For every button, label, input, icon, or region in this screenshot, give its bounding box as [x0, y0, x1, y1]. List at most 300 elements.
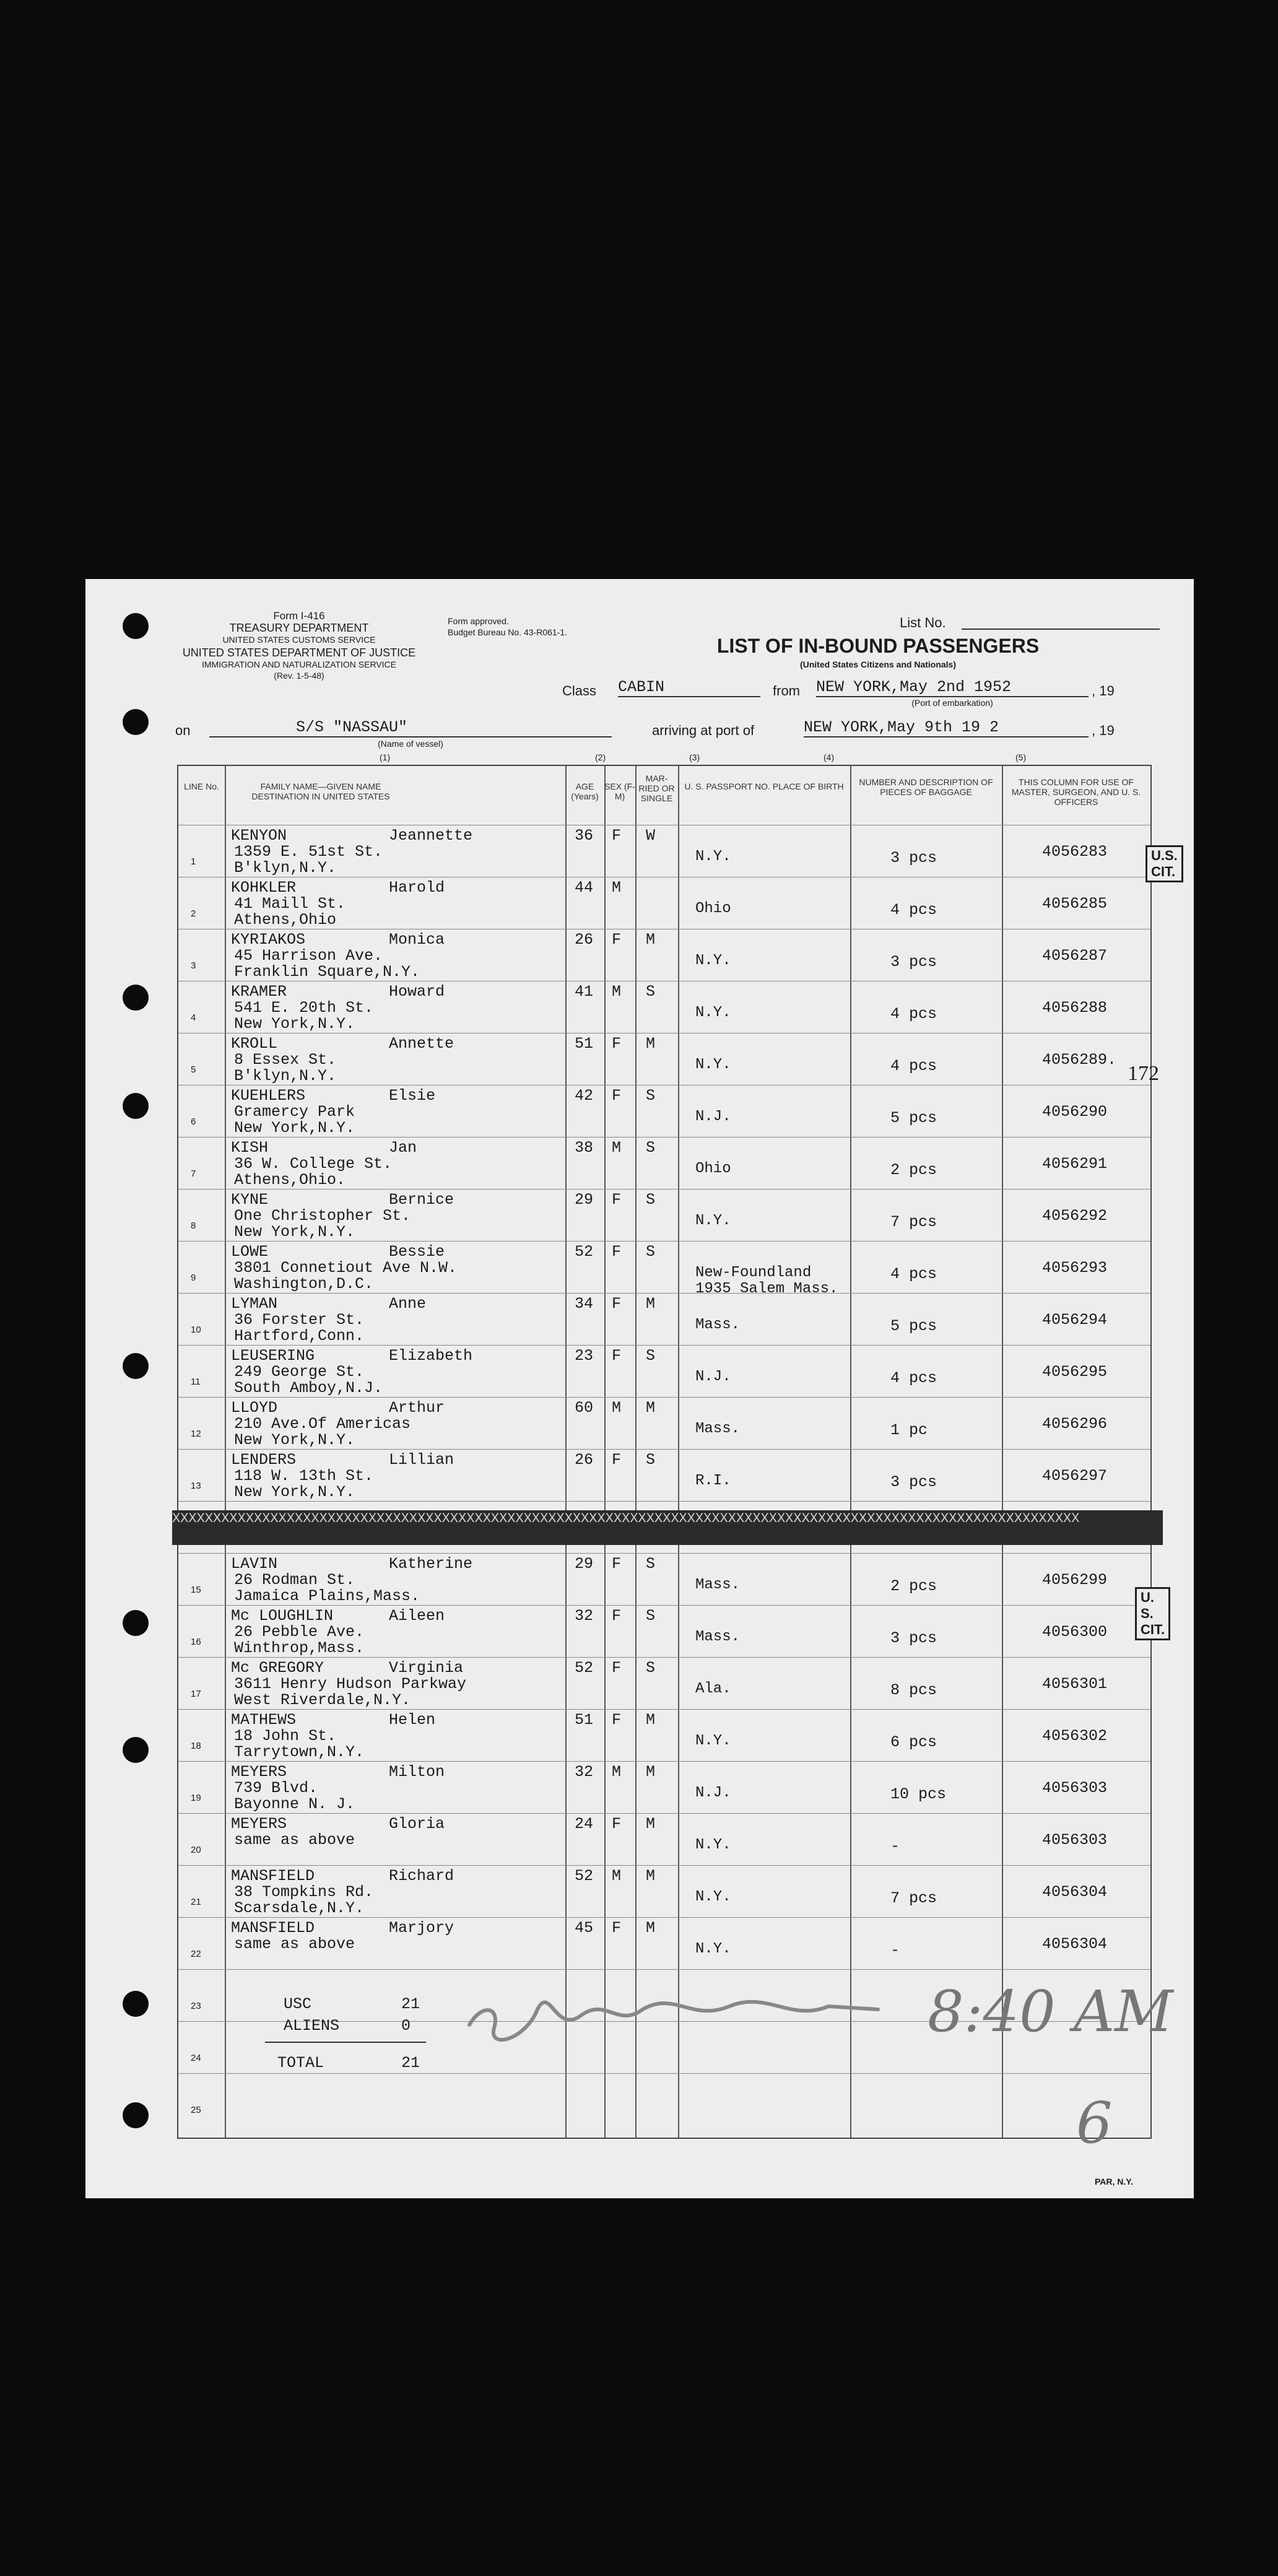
address-line-2: B'klyn,N.Y. [234, 1067, 337, 1085]
line-number: 17 [191, 1689, 201, 1699]
baggage: 3 pcs [890, 953, 937, 971]
sex: F [612, 1555, 622, 1573]
age: 26 [575, 1451, 594, 1469]
baggage: 6 pcs [890, 1733, 937, 1751]
given-name: Jan [389, 1139, 417, 1157]
table-row [178, 1345, 1150, 1398]
baggage: 7 pcs [890, 1213, 937, 1231]
vessel-name: S/S "NASSAU" [209, 718, 612, 738]
col-header-married: MAR-RIED OR SINGLE [638, 773, 675, 803]
age: 34 [575, 1295, 594, 1313]
marital-status: S [646, 1087, 656, 1105]
birthplace: Ala. [695, 1681, 731, 1697]
birthplace: Ohio [695, 1160, 731, 1177]
punch-hole [123, 1610, 149, 1636]
given-name: Lillian [389, 1451, 454, 1469]
list-no-label: List No. [900, 615, 946, 630]
birthplace: N.Y. [695, 1733, 731, 1749]
signature-time: 8:40 AM [928, 1978, 1173, 2045]
given-name: Richard [389, 1867, 454, 1885]
record-number: 4056287 [1042, 947, 1108, 965]
table-row [178, 1189, 1150, 1242]
inspector-signature [457, 1947, 1200, 2152]
record-number: 4056290 [1042, 1103, 1108, 1121]
sex: M [612, 879, 622, 897]
marital-status: S [646, 1347, 656, 1365]
address-line-2: New York,N.Y. [234, 1015, 355, 1033]
given-name: Annette [389, 1035, 454, 1053]
age: 42 [575, 1087, 594, 1105]
baggage: 2 pcs [890, 1161, 937, 1179]
birthplace: Mass. [695, 1629, 741, 1645]
birthplace: N.Y. [695, 1889, 731, 1905]
line-number: 10 [191, 1325, 201, 1335]
totals-rule [265, 2042, 426, 2043]
baggage: 7 pcs [890, 1889, 937, 1907]
birthplace: N.J. [695, 1368, 731, 1385]
address-line-1: 3801 Connetiout Ave N.W. [234, 1259, 458, 1277]
family-name: LAVIN [231, 1555, 278, 1573]
sex: F [612, 1659, 622, 1677]
table-row [178, 1709, 1150, 1762]
table-row [178, 1397, 1150, 1450]
table-row [178, 1553, 1150, 1606]
address-line-1: 739 Blvd. [234, 1779, 318, 1797]
family-name: KOHKLER [231, 879, 297, 897]
table-row [178, 1137, 1150, 1190]
address-line-1: 3611 Henry Hudson Parkway [234, 1675, 467, 1693]
given-name: Marjory [389, 1919, 454, 1937]
record-number: 4056285 [1042, 895, 1108, 913]
age: 36 [575, 827, 594, 845]
line-number: 6 [191, 1116, 196, 1127]
family-name: LYMAN [231, 1295, 278, 1313]
age: 51 [575, 1035, 594, 1053]
sex: M [612, 983, 622, 1001]
baggage: 4 pcs [890, 1369, 937, 1387]
record-number: 4056296 [1042, 1415, 1108, 1433]
marital-status: M [646, 1867, 656, 1885]
manifest-page [85, 579, 1194, 2198]
dept-justice-sub: IMMIGRATION AND NATURALIZATION SERVICE [202, 659, 396, 669]
baggage: 1 pc [890, 1421, 928, 1439]
table-row [178, 1449, 1150, 1502]
address-line-2: New York,N.Y. [234, 1483, 355, 1501]
class-value: CABIN [618, 678, 760, 697]
table-row [178, 1761, 1150, 1814]
address-line-2: Franklin Square,N.Y. [234, 963, 420, 981]
baggage: 2 pcs [890, 1577, 937, 1595]
given-name: Anne [389, 1295, 427, 1313]
sex: F [612, 1711, 622, 1729]
line-number: 25 [191, 2105, 201, 2115]
baggage: 10 pcs [890, 1785, 947, 1803]
line-number: 22 [191, 1949, 201, 1959]
marital-status: M [646, 1399, 656, 1417]
sex: F [612, 1451, 622, 1469]
given-name: Elsie [389, 1087, 436, 1105]
record-number: 4056301 [1042, 1675, 1108, 1693]
age: 44 [575, 879, 594, 897]
sex: F [612, 1035, 622, 1053]
family-name: LOWE [231, 1243, 269, 1261]
year-suffix: , 19 [1092, 683, 1115, 698]
line-number: 21 [191, 1897, 201, 1907]
marital-status: M [646, 1711, 656, 1729]
address-line-1: 45 Harrison Ave. [234, 947, 383, 965]
sex: F [612, 1087, 622, 1105]
birthplace: N.Y. [695, 1212, 731, 1229]
marital-status: S [646, 1139, 656, 1157]
margin-number: 172 [1128, 1062, 1159, 1085]
address-line-2: New York,N.Y. [234, 1119, 355, 1137]
address-line-1: 541 E. 20th St. [234, 999, 374, 1017]
given-name: Harold [389, 879, 445, 897]
age: 32 [575, 1763, 594, 1781]
line-number: 12 [191, 1429, 201, 1439]
punch-hole [123, 1737, 149, 1763]
table-row [178, 981, 1150, 1033]
address-line-2: Washington,D.C. [234, 1275, 374, 1293]
baggage: - [890, 1941, 900, 1959]
address-line-1: same as above [234, 1831, 355, 1849]
line-number: 18 [191, 1741, 201, 1751]
sex: F [612, 827, 622, 845]
address-line-1: 1359 E. 51st St. [234, 843, 383, 861]
baggage: 4 pcs [890, 1057, 937, 1075]
punch-hole [123, 1991, 149, 2017]
record-number: 4056294 [1042, 1311, 1108, 1329]
given-name: Arthur [389, 1399, 445, 1417]
age: 52 [575, 1243, 594, 1261]
table-row [178, 1657, 1150, 1710]
given-name: Aileen [389, 1607, 445, 1625]
arriving-label: arriving at port of [652, 723, 755, 738]
struck-out-line: XXXXXXXXXXXXXXXXXXXXXXXXXXXXXXXXXXXXXXXXXXXXXXXXXXXXXXXXXXXXXXXXXXXXXXXXXXXXXXXXXXXXXXXXXXXXXXXXXXXXXXXXXXXXXXX [172, 1510, 1163, 1545]
marital-status: W [646, 827, 656, 845]
col-num-4: (4) [824, 752, 835, 762]
from-value: NEW YORK,May 2nd 1952 [816, 678, 1089, 697]
line-number: 8 [191, 1221, 196, 1231]
address-line-2: Athens,Ohio. [234, 1171, 346, 1189]
col-num-2: (2) [595, 752, 606, 762]
revision: (Rev. 1-5-48) [274, 671, 324, 681]
birthplace: R.I. [695, 1473, 731, 1489]
embark-note: (Port of embarkation) [911, 698, 993, 708]
address-line-1: 8 Essex St. [234, 1051, 337, 1069]
age: 45 [575, 1919, 594, 1937]
address-line-2: West Riverdale,N.Y. [234, 1691, 411, 1709]
given-name: Bessie [389, 1243, 445, 1261]
family-name: KROLL [231, 1035, 278, 1053]
aliens-count: 0 [401, 2017, 411, 2035]
marital-status: M [646, 1295, 656, 1313]
address-line-1: 26 Rodman St. [234, 1571, 355, 1589]
sex: M [612, 1867, 622, 1885]
family-name: Mc GREGORY [231, 1659, 324, 1677]
record-number: 4056297 [1042, 1467, 1108, 1485]
dept-justice: UNITED STATES DEPARTMENT OF JUSTICE [182, 646, 416, 659]
birthplace: N.Y. [695, 1941, 731, 1957]
given-name: Howard [389, 983, 445, 1001]
table-row [178, 877, 1150, 929]
line-number: 16 [191, 1637, 201, 1647]
dept-treasury-sub: UNITED STATES CUSTOMS SERVICE [222, 635, 376, 645]
record-number: 4056292 [1042, 1207, 1108, 1225]
table-row [178, 1085, 1150, 1138]
sex: F [612, 1815, 622, 1833]
address-line-2: Winthrop,Mass. [234, 1639, 365, 1657]
record-number: 4056302 [1042, 1727, 1108, 1745]
family-name: KYNE [231, 1191, 269, 1209]
address-line-2: South Amboy,N.J. [234, 1379, 383, 1397]
given-name: Virginia [389, 1659, 464, 1677]
record-number: 4056300 [1042, 1623, 1108, 1641]
arriving-value: NEW YORK,May 9th 19 2 [804, 718, 1089, 738]
record-number: 4056303 [1042, 1779, 1108, 1797]
line-number: 24 [191, 2053, 201, 2063]
record-number: 4056295 [1042, 1363, 1108, 1381]
baggage: 5 pcs [890, 1317, 937, 1335]
address-line-1: 38 Tompkins Rd. [234, 1883, 374, 1901]
baggage: 3 pcs [890, 849, 937, 867]
age: 23 [575, 1347, 594, 1365]
punch-hole [123, 613, 149, 639]
record-number: 4056293 [1042, 1259, 1108, 1277]
punch-hole [123, 1353, 149, 1379]
age: 51 [575, 1711, 594, 1729]
table-row [178, 825, 1150, 877]
marital-status: S [646, 1451, 656, 1469]
age: 29 [575, 1555, 594, 1573]
address-line-1: same as above [234, 1935, 355, 1953]
total-count: 21 [401, 2054, 420, 2072]
line-number: 19 [191, 1793, 201, 1803]
col-header-sex: SEX (F-M) [604, 781, 635, 801]
address-line-1: 118 W. 13th St. [234, 1467, 374, 1485]
col-num-5: (5) [1015, 752, 1027, 762]
col-header-age: AGE (Years) [571, 781, 599, 801]
baggage: 5 pcs [890, 1109, 937, 1127]
birthplace: N.Y. [695, 1004, 731, 1021]
age: 24 [575, 1815, 594, 1833]
table-row [178, 1605, 1150, 1658]
col-header-baggage: NUMBER AND DESCRIPTION OF PIECES OF BAGGAGE [859, 777, 993, 797]
baggage: 3 pcs [890, 1629, 937, 1647]
table-row [178, 1865, 1150, 1918]
family-name: MANSFIELD [231, 1867, 315, 1885]
col-header-officers: THIS COLUMN FOR USE OF MASTER, SURGEON, AND U. S. OFFICERS [1011, 777, 1141, 807]
line-number: 5 [191, 1064, 196, 1075]
year-suffix: , 19 [1092, 723, 1115, 738]
document-subtitle: (United States Citizens and Nationals) [799, 659, 957, 669]
sex: F [612, 1347, 622, 1365]
birthplace: N.Y. [695, 1837, 731, 1853]
baggage: 3 pcs [890, 1473, 937, 1491]
given-name: Katherine [389, 1555, 473, 1573]
address-line-1: 249 George St. [234, 1363, 365, 1381]
budget-number: Budget Bureau No. 43-R061-1. [448, 627, 568, 637]
dept-treasury: TREASURY DEPARTMENT [229, 622, 369, 634]
sex: F [612, 1607, 622, 1625]
record-number: 4056283 [1042, 843, 1108, 861]
address-line-1: 36 Forster St. [234, 1311, 365, 1329]
record-number: 4056303 [1042, 1831, 1108, 1849]
line-number: 9 [191, 1273, 196, 1283]
age: 52 [575, 1867, 594, 1885]
printer-mark: PAR, N.Y. [1095, 2177, 1133, 2187]
address-line-1: 26 Pebble Ave. [234, 1623, 365, 1641]
baggage: 4 pcs [890, 1005, 937, 1023]
marital-status: M [646, 931, 656, 949]
record-number: 4056304 [1042, 1883, 1108, 1901]
family-name: LLOYD [231, 1399, 278, 1417]
age: 26 [575, 931, 594, 949]
punch-hole [123, 2102, 149, 2128]
birthplace: Ohio [695, 900, 731, 917]
vessel-note: (Name of vessel) [378, 739, 443, 749]
line-number: 3 [191, 960, 196, 971]
baggage: 8 pcs [890, 1681, 937, 1699]
birthplace: New-Foundland 1935 Salem Mass. [695, 1264, 838, 1297]
line-number: 20 [191, 1845, 201, 1855]
record-number: 4056288 [1042, 999, 1108, 1017]
family-name: KYRIAKOS [231, 931, 306, 949]
given-name: Elizabeth [389, 1347, 473, 1365]
address-line-1: 18 John St. [234, 1727, 337, 1745]
family-name: MATHEWS [231, 1711, 297, 1729]
address-line-1: 210 Ave.Of Americas [234, 1415, 411, 1433]
on-label: on [175, 723, 191, 738]
col-header-passport: U. S. PASSPORT NO. PLACE OF BIRTH [684, 781, 844, 791]
family-name: MANSFIELD [231, 1919, 315, 1937]
marital-status: S [646, 1243, 656, 1261]
sex: F [612, 1191, 622, 1209]
marital-status: S [646, 983, 656, 1001]
table-row [172, 1501, 1150, 1554]
document-title: LIST OF IN-BOUND PASSENGERS [716, 635, 1040, 657]
age: 41 [575, 983, 594, 1001]
signature-count: 6 [1076, 2090, 1113, 2152]
line-number: 1 [191, 856, 196, 867]
sex: M [612, 1763, 622, 1781]
line-number: 23 [191, 2001, 201, 2011]
us-cit-stamp: U. S. CIT. [1135, 1587, 1170, 1640]
punch-hole [123, 709, 149, 735]
given-name: Monica [389, 931, 445, 949]
address-line-1: Gramercy Park [234, 1103, 355, 1121]
baggage: - [890, 1837, 900, 1855]
marital-status: M [646, 1815, 656, 1833]
col-num-1: (1) [380, 752, 391, 762]
baggage: 4 pcs [890, 1265, 937, 1283]
address-line-2: Jamaica Plains,Mass. [234, 1587, 420, 1605]
record-number: 4056299 [1042, 1571, 1108, 1589]
address-line-2: Tarrytown,N.Y. [234, 1743, 365, 1761]
address-line-2: Scarsdale,N.Y. [234, 1899, 365, 1917]
given-name: Gloria [389, 1815, 445, 1833]
family-name: Mc LOUGHLIN [231, 1607, 334, 1625]
record-number: 4056304 [1042, 1935, 1108, 1953]
line-number: 11 [191, 1377, 201, 1387]
line-number: 13 [191, 1481, 201, 1491]
address-line-2: Hartford,Conn. [234, 1327, 365, 1345]
given-name: Milton [389, 1763, 445, 1781]
address-line-1: 41 Maill St. [234, 895, 346, 913]
given-name: Bernice [389, 1191, 454, 1209]
birthplace: N.Y. [695, 848, 731, 865]
address-line-2: New York,N.Y. [234, 1431, 355, 1449]
marital-status: S [646, 1607, 656, 1625]
sex: F [612, 931, 622, 949]
marital-status: M [646, 1919, 656, 1937]
marital-status: S [646, 1555, 656, 1573]
line-number: 15 [191, 1585, 201, 1595]
marital-status: M [646, 1035, 656, 1053]
marital-status: S [646, 1191, 656, 1209]
passenger-table [172, 765, 1178, 2139]
address-line-1: 36 W. College St. [234, 1155, 393, 1173]
col-num-3: (3) [689, 752, 700, 762]
table-row [178, 1033, 1150, 1086]
sex: F [612, 1243, 622, 1261]
family-name: KRAMER [231, 983, 287, 1001]
birthplace: Mass. [695, 1316, 741, 1333]
family-name: KENYON [231, 827, 287, 845]
birthplace: N.Y. [695, 1056, 731, 1073]
age: 38 [575, 1139, 594, 1157]
birthplace: Mass. [695, 1577, 741, 1593]
age: 52 [575, 1659, 594, 1677]
line-number: 4 [191, 1012, 196, 1023]
sex: M [612, 1139, 622, 1157]
total-label: TOTAL [277, 2054, 324, 2072]
table-row [178, 1241, 1150, 1297]
birthplace: N.Y. [695, 952, 731, 969]
list-no-field [962, 629, 1160, 630]
usc-count: 21 [401, 1995, 420, 2013]
sex: F [612, 1295, 622, 1313]
line-number: 2 [191, 908, 196, 919]
birthplace: N.J. [695, 1785, 731, 1801]
address-line-1: One Christopher St. [234, 1207, 411, 1225]
family-name: LENDERS [231, 1451, 297, 1469]
col-header-line: LINE No. [184, 781, 219, 791]
form-number: Form I-416 [273, 610, 325, 622]
table-row [178, 1293, 1150, 1346]
age: 29 [575, 1191, 594, 1209]
form-approved: Form approved. [448, 616, 509, 626]
family-name: LEUSERING [231, 1347, 315, 1365]
col-header-name: FAMILY NAME—GIVEN NAME DESTINATION IN UNITED STATES [251, 781, 390, 801]
record-number: 4056289. [1042, 1051, 1117, 1069]
birthplace: Mass. [695, 1421, 741, 1437]
table-row [178, 1813, 1150, 1866]
age: 32 [575, 1607, 594, 1625]
punch-hole [123, 985, 149, 1011]
sex: M [612, 1399, 622, 1417]
address-line-2: Bayonne N. J. [234, 1795, 355, 1813]
aliens-label: ALIENS [284, 2017, 340, 2035]
table-row [178, 929, 1150, 981]
family-name: MEYERS [231, 1815, 287, 1833]
address-line-2: New York,N.Y. [234, 1223, 355, 1241]
family-name: KISH [231, 1139, 269, 1157]
given-name: Jeannette [389, 827, 473, 845]
usc-label: USC [284, 1995, 312, 2013]
punch-hole [123, 1093, 149, 1119]
us-cit-stamp: U.S. CIT. [1145, 845, 1183, 882]
